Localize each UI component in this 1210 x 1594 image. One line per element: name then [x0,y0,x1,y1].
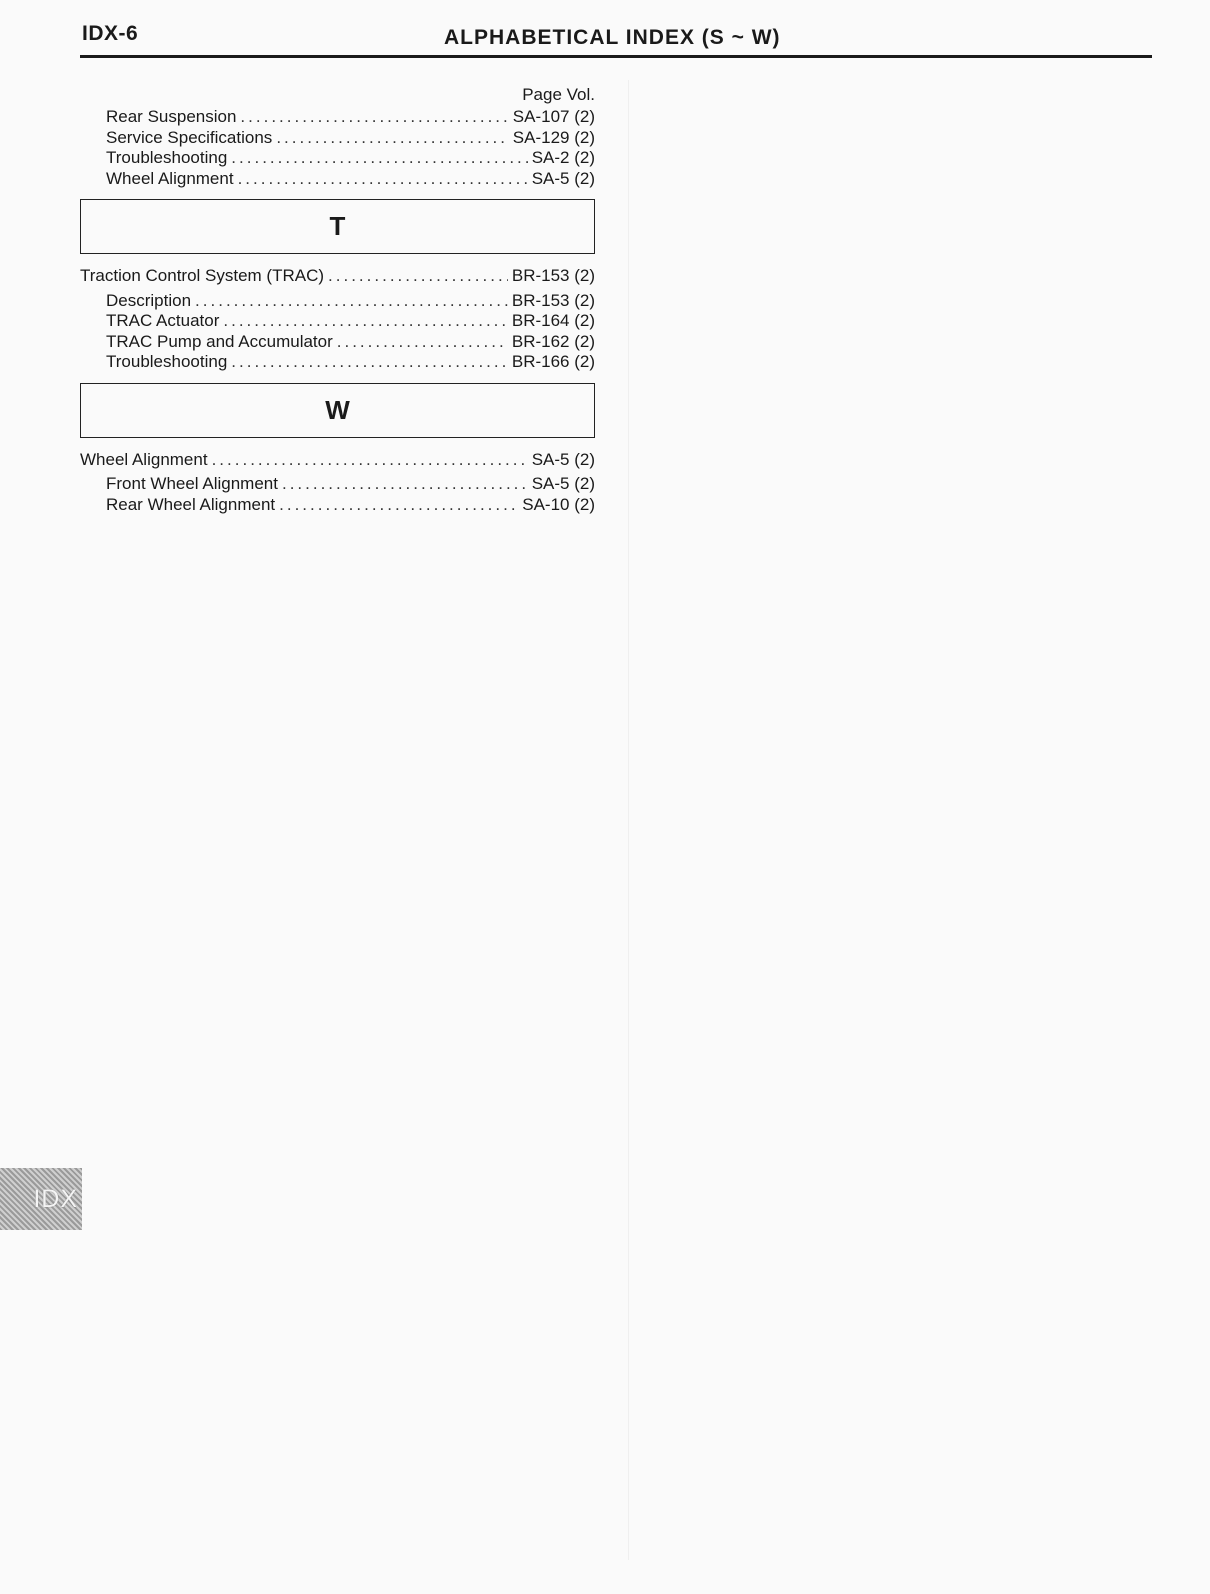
entry-ref: SA-5 (2) [531,168,595,188]
entry-trac-troubleshooting [80,352,595,373]
entry-ref: BR-153 (2) [511,290,595,310]
entry-label: Rear Suspension [106,107,237,126]
entry-rear-suspension [80,107,595,128]
entry-wheel-alignment-main [80,450,595,471]
entry-ref: BR-153 (2) [511,266,595,285]
entry-label: Traction Control System (TRAC) [80,266,325,285]
entry-trac-actuator [80,311,595,332]
entry-trac-pump-and-accumulator [80,332,595,353]
leader-dots [279,495,518,516]
leader-dots [223,311,507,332]
leader-dots [240,107,508,128]
entry-ref: BR-162 (2) [511,331,595,351]
section-letter-w: W [80,383,595,438]
entry-traction-control-system [80,266,595,287]
entry-label: Wheel Alignment [80,449,208,469]
entry-ref: SA-5 (2) [531,474,595,493]
entry-ref: SA-107 (2) [512,107,595,126]
entry-front-wheel-alignment [80,474,595,495]
entry-wheel-alignment [80,169,595,190]
entry-label: Rear Wheel Alignment [106,494,276,514]
idx-side-tab [0,1168,82,1230]
column-header: Page Vol. [522,85,595,104]
entry-label: Front Wheel Alignment [106,474,278,493]
entry-description [80,291,595,312]
idx-tab-label: IDX [33,1184,78,1213]
entry-service-specifications [80,128,595,149]
entry-troubleshooting [80,148,595,169]
bleed-through-shadow [628,80,1149,1560]
entry-ref: SA-10 (2) [522,494,595,514]
entry-ref: BR-166 (2) [511,352,595,371]
entry-ref: SA-129 (2) [512,127,595,147]
entry-label: Description [106,290,192,310]
entry-label: Service Specifications [106,127,273,147]
entry-rear-wheel-alignment [80,495,595,516]
page-title: ALPHABETICAL INDEX (S ~ W) [444,26,781,49]
section-letter-t: T [80,199,595,254]
leader-dots [231,148,527,169]
index-column [80,84,595,515]
header-rule [80,55,1152,58]
leader-dots [238,169,528,190]
entry-label: Troubleshooting [106,352,228,371]
entry-label: TRAC Actuator [106,311,220,330]
leader-dots [212,450,528,471]
leader-dots [231,352,508,373]
entry-label: TRAC Pump and Accumulator [106,331,333,351]
leader-dots [282,474,528,495]
entry-ref: SA-5 (2) [531,449,595,469]
entry-label: Wheel Alignment [106,168,234,188]
entry-label: Troubleshooting [106,148,228,167]
entry-ref: BR-164 (2) [511,311,595,330]
leader-dots [337,332,508,353]
page-number: IDX-6 [82,22,139,45]
entry-ref: SA-2 (2) [531,148,595,167]
leader-dots [276,128,508,149]
leader-dots [195,291,508,312]
leader-dots [328,266,508,287]
